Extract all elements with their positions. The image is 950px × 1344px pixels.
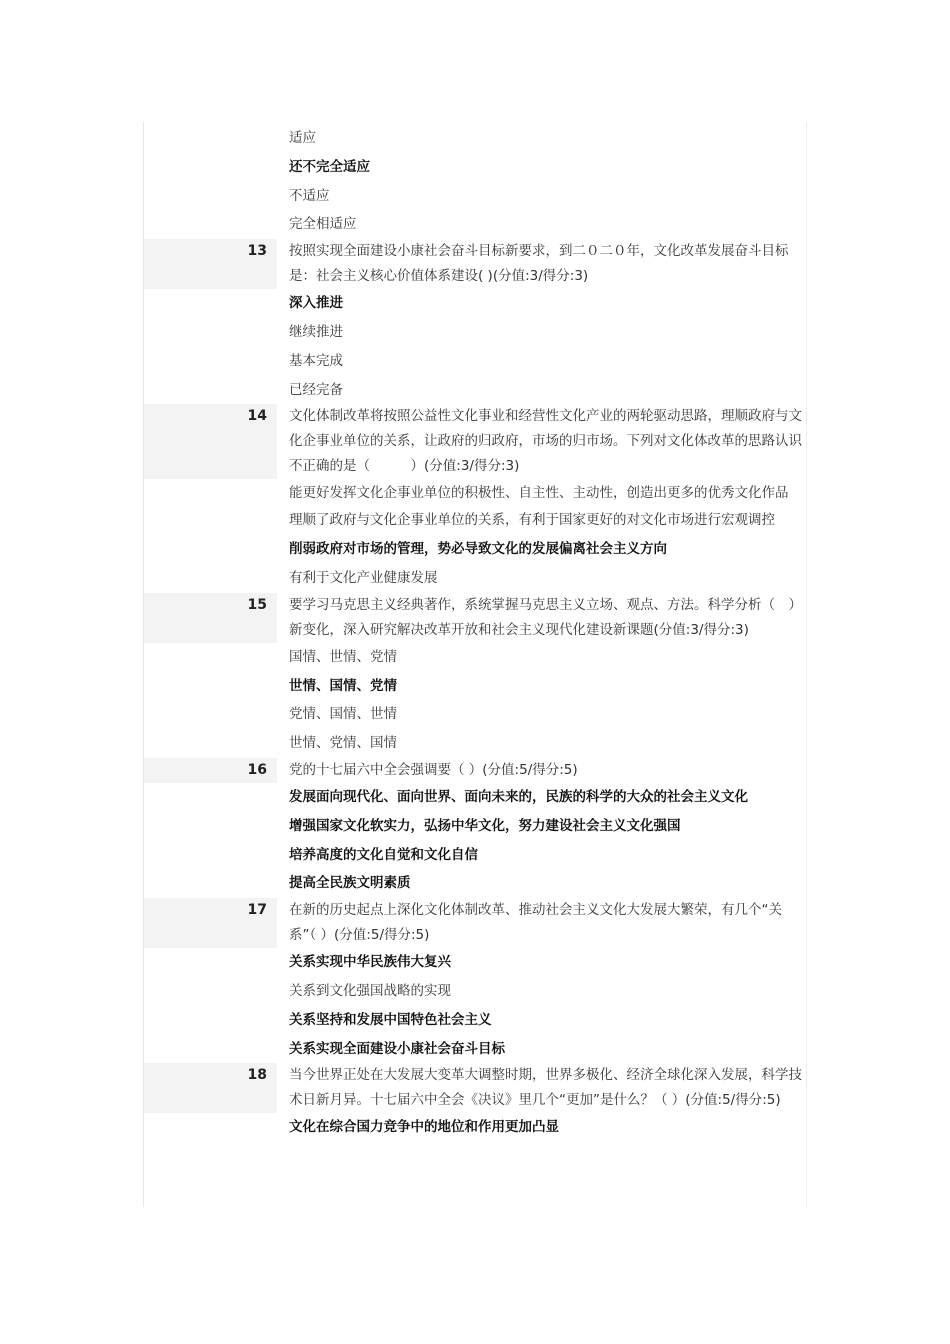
quiz-body [144, 124, 805, 1142]
question-text: 按照实现全面建设小康社会奋斗目标新要求，到二０二０年，文化改革发展奋斗目标是：社会主义核心价值体系建设( )(分值:3/得分:3) [289, 243, 789, 285]
option-spacer [144, 1035, 277, 1064]
option-spacer [144, 479, 277, 506]
option-text: 适应 [289, 130, 316, 146]
quiz-table [144, 124, 805, 1142]
option-row [144, 1113, 805, 1142]
question-row [144, 593, 805, 643]
option-spacer [144, 672, 277, 701]
question-row [144, 404, 805, 479]
option-spacer [144, 153, 277, 182]
selected-option-text: 提高全民族文明素质 [289, 875, 411, 892]
question-row [144, 758, 805, 783]
option-row [144, 535, 805, 564]
option-spacer [144, 318, 277, 347]
option-spacer [144, 643, 277, 672]
option-row [144, 347, 805, 376]
option-row [144, 153, 805, 182]
option-text: 世情、党情、国情 [289, 735, 397, 752]
option-spacer [144, 869, 277, 898]
question-row [144, 239, 805, 289]
option-spacer [144, 376, 277, 405]
option-row [144, 700, 805, 729]
option-spacer [144, 729, 277, 758]
option-spacer [144, 783, 277, 812]
option-row [144, 210, 805, 239]
question-number: 18 [144, 1063, 277, 1113]
selected-option-text: 关系坚持和发展中国特色社会主义 [289, 1011, 492, 1028]
option-spacer [144, 700, 277, 729]
selected-option-text: 培养高度的文化自觉和文化自信 [289, 846, 478, 863]
option-row [144, 506, 805, 535]
question-number: 17 [144, 898, 277, 948]
option-row [144, 376, 805, 405]
option-spacer [144, 948, 277, 977]
option-text: 党情、国情、世情 [289, 706, 397, 723]
option-row [144, 729, 805, 758]
option-row [144, 124, 805, 153]
option-text: 已经完备 [289, 381, 343, 398]
selected-option-text: 世情、国情、党情 [289, 677, 397, 694]
option-row [144, 479, 805, 506]
option-row [144, 672, 805, 701]
option-row [144, 643, 805, 672]
option-spacer [144, 124, 277, 153]
option-text: 完全相适应 [289, 216, 357, 233]
question-row [144, 898, 805, 948]
option-text: 理顺了政府与文化企事业单位的关系，有利于国家更好的对文化市场进行宏观调控 [289, 512, 775, 529]
option-row [144, 182, 805, 211]
selected-option-text: 发展面向现代化、面向世界、面向未来的，民族的科学的大众的社会主义文化 [289, 788, 748, 805]
option-text: 基本完成 [289, 352, 343, 369]
option-spacer [144, 812, 277, 841]
option-row [144, 1035, 805, 1064]
option-text: 不适应 [289, 187, 330, 204]
option-row [144, 783, 805, 812]
option-text: 继续推进 [289, 323, 343, 340]
option-row [144, 812, 805, 841]
option-spacer [144, 535, 277, 564]
question-text: 文化体制改革将按照公益性文化事业和经营性文化产业的两轮驱动思路，理顺政府与文化企事业单位的关系，让政府的归政府，市场的归市场。下列对文化体改革的思路认识不正确的是（ ）(分值:3/得分:3) [289, 408, 802, 475]
option-row [144, 1006, 805, 1035]
question-text: 当今世界正处在大发展大变革大调整时期，世界多极化、经济全球化深入发展，科学技术日新月异。十七届六中全会《决议》里几个“更加”是什么？（ ）(分值:5/得分:5) [289, 1067, 802, 1109]
option-row [144, 318, 805, 347]
option-spacer [144, 347, 277, 376]
option-text: 关系到文化强国战略的实现 [289, 982, 451, 999]
option-spacer [144, 182, 277, 211]
option-spacer [144, 841, 277, 870]
option-row [144, 869, 805, 898]
question-number: 15 [144, 593, 277, 643]
selected-option-text: 文化在综合国力竞争中的地位和作用更加凸显 [289, 1119, 559, 1136]
option-row [144, 948, 805, 977]
question-number: 14 [144, 404, 277, 479]
selected-option-text: 还不完全适应 [289, 158, 370, 175]
option-spacer [144, 210, 277, 239]
option-spacer [144, 564, 277, 593]
option-row [144, 564, 805, 593]
option-text: 国情、世情、党情 [289, 648, 397, 665]
option-row [144, 289, 805, 318]
selected-option-text: 增强国家文化软实力，弘扬中华文化，努力建设社会主义文化强国 [289, 817, 681, 834]
selected-option-text: 关系实现中华民族伟大复兴 [289, 954, 451, 971]
question-text: 要学习马克思主义经典著作，系统掌握马克思主义立场、观点、方法。科学分析（ ）新变化，深入研究解决改革开放和社会主义现代化建设新课题(分值:3/得分:3) [289, 596, 802, 638]
option-spacer [144, 977, 277, 1006]
option-text: 能更好发挥文化企事业单位的积极性、自主性、主动性，创造出更多的优秀文化作品 [289, 485, 789, 502]
option-text: 有利于文化产业健康发展 [289, 569, 438, 586]
option-spacer [144, 1113, 277, 1142]
selected-option-text: 削弱政府对市场的管理，势必导致文化的发展偏离社会主义方向 [289, 541, 667, 558]
option-row [144, 977, 805, 1006]
question-text: 党的十七届六中全会强调要（ ）(分值:5/得分:5) [289, 761, 578, 778]
question-text: 在新的历史起点上深化文化体制改革、推动社会主义文化大发展大繁荣，有几个“关系”（ ）(分值:5/得分:5) [289, 902, 782, 944]
option-spacer [144, 1006, 277, 1035]
option-spacer [144, 289, 277, 318]
question-number: 16 [144, 758, 277, 783]
option-row [144, 841, 805, 870]
question-number: 13 [144, 239, 277, 289]
option-spacer [144, 506, 277, 535]
selected-option-text: 关系实现全面建设小康社会奋斗目标 [289, 1040, 505, 1057]
selected-option-text: 深入推进 [289, 295, 343, 312]
question-row [144, 1063, 805, 1113]
